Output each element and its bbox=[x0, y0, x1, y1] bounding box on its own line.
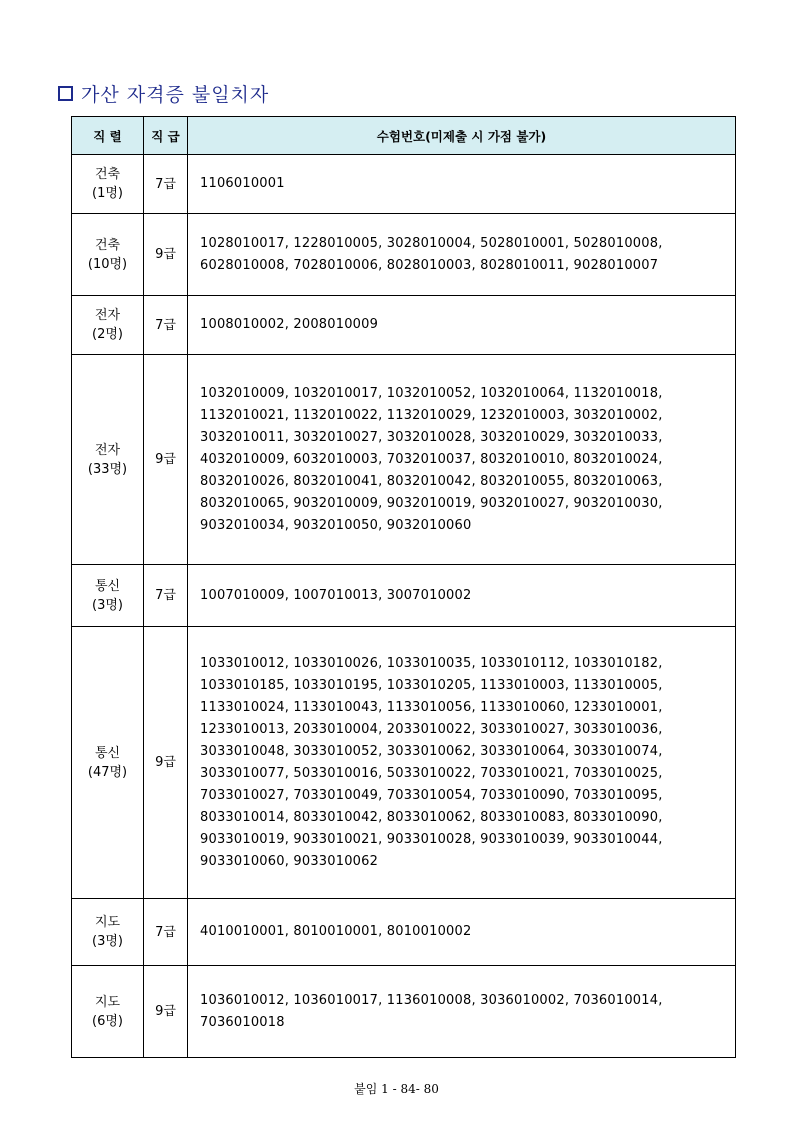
series-cell bbox=[72, 296, 144, 355]
table-row bbox=[72, 355, 736, 565]
header-numbers: 수험번호(미제출 시 가점 불가) bbox=[188, 117, 736, 155]
series-name: 전자 bbox=[94, 308, 121, 323]
numbers-cell: 4010010001, 8010010001, 8010010002 bbox=[188, 899, 736, 966]
grade-cell: 9급 bbox=[144, 214, 188, 296]
grade-cell: 9급 bbox=[144, 966, 188, 1058]
series-name: 통신 bbox=[94, 578, 121, 594]
series-name: 건축 bbox=[94, 237, 121, 253]
series-cell bbox=[72, 966, 144, 1058]
checkbox-icon bbox=[58, 86, 73, 101]
series-count: (47명) bbox=[87, 764, 128, 780]
series-cell bbox=[72, 155, 144, 214]
grade-cell: 9급 bbox=[144, 627, 188, 899]
series-count: (3명) bbox=[92, 934, 123, 949]
series-count: (2명) bbox=[92, 327, 123, 342]
numbers-cell: 1008010002, 2008010009 bbox=[188, 296, 736, 355]
series-name: 통신 bbox=[94, 745, 121, 761]
series-cell bbox=[72, 627, 144, 899]
numbers-cell: 1007010009, 1007010013, 3007010002 bbox=[188, 565, 736, 627]
grade-cell: 9급 bbox=[144, 355, 188, 565]
page-footer: 붙임 1 - 84- 80 bbox=[354, 1082, 439, 1096]
table-row bbox=[72, 155, 736, 214]
table-row bbox=[72, 565, 736, 627]
header-grade: 직 급 bbox=[144, 117, 188, 155]
table-row bbox=[72, 966, 736, 1058]
grade-cell: 7급 bbox=[144, 155, 188, 214]
table-row bbox=[72, 627, 736, 899]
section-title bbox=[58, 80, 269, 106]
series-count: (6명) bbox=[92, 1013, 123, 1029]
mismatch-table bbox=[71, 116, 736, 1058]
series-name: 전자 bbox=[94, 442, 121, 458]
series-name: 지도 bbox=[94, 994, 121, 1010]
table-row bbox=[72, 899, 736, 966]
series-cell bbox=[72, 899, 144, 966]
grade-cell: 7급 bbox=[144, 899, 188, 966]
series-count: (1명) bbox=[92, 186, 123, 201]
grade-cell: 7급 bbox=[144, 565, 188, 627]
header-series: 직 렬 bbox=[72, 117, 144, 155]
grade-cell: 7급 bbox=[144, 296, 188, 355]
series-cell bbox=[72, 565, 144, 627]
series-name: 건축 bbox=[94, 167, 121, 182]
numbers-cell: 1028010017, 1228010005, 3028010004, 5028010001, 5028010008, 6028010008, 7028010006, 8028010003, 8028010011, 9028010007 bbox=[188, 214, 736, 296]
series-count: (10명) bbox=[87, 256, 128, 272]
series-count: (3명) bbox=[92, 597, 123, 613]
table-row bbox=[72, 296, 736, 355]
series-count: (33명) bbox=[87, 461, 128, 477]
numbers-cell: 1033010012, 1033010026, 1033010035, 1033010112, 1033010182, 1033010185, 1033010195, 1033010205, 1133010003, 1133010005, 1133010024, 1133010043, 1133010056, 1133010060, 1233010001, 1233010013, 2033010004, 2033010022, 3033010027, 3033010036, 3033010048, 3033010052, 3033010062, 3033010064, 3033010074, 3033010077, 5033010016, 5033010022, 7033010021, 7033010025, 7033010027, 7033010049, 7033010054, 7033010090, 7033010095, 8033010014, 8033010042, 8033010062, 8033010083, 8033010090, 9033010019, 9033010021, 9033010028, 9033010039, 9033010044, 9033010060, 9033010062 bbox=[188, 627, 736, 899]
series-cell bbox=[72, 355, 144, 565]
section-title-text: 가산 자격증 불일치자 bbox=[81, 83, 270, 106]
numbers-cell: 1036010012, 1036010017, 1136010008, 3036010002, 7036010014, 7036010018 bbox=[188, 966, 736, 1058]
table-row bbox=[72, 214, 736, 296]
series-name: 지도 bbox=[94, 915, 121, 930]
series-cell bbox=[72, 214, 144, 296]
numbers-cell: 1032010009, 1032010017, 1032010052, 1032010064, 1132010018, 1132010021, 1132010022, 1132010029, 1232010003, 3032010002, 3032010011, 3032010027, 3032010028, 3032010029, 3032010033, 4032010009, 6032010003, 7032010037, 8032010010, 8032010024, 8032010026, 8032010041, 8032010042, 8032010055, 8032010063, 8032010065, 9032010009, 9032010019, 9032010027, 9032010030, 9032010034, 9032010050, 9032010060 bbox=[188, 355, 736, 565]
numbers-cell: 1106010001 bbox=[188, 155, 736, 214]
table-header-row bbox=[72, 117, 736, 155]
